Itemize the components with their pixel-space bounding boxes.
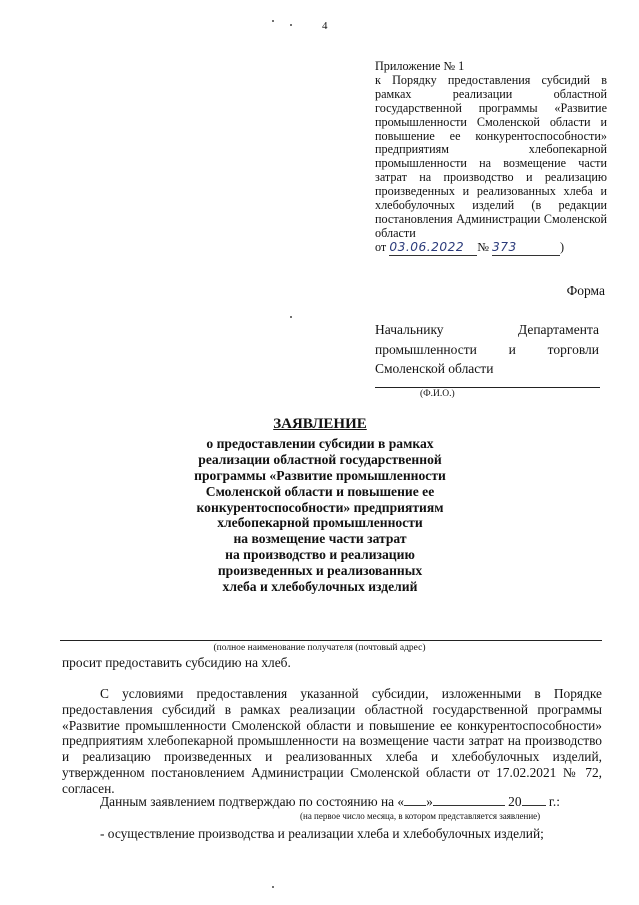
year-prefix: 20: [508, 794, 522, 809]
document-title: [160, 417, 480, 595]
title-line: на возмещение части затрат: [233, 531, 407, 547]
year-blank: [522, 805, 546, 806]
month-blank: [433, 805, 505, 806]
title-line-part: конкурентоспособности»: [196, 499, 351, 515]
appendix-date-line: [375, 241, 607, 256]
addressee-block: [375, 320, 599, 379]
paragraph-confirmation: [100, 794, 605, 810]
paragraph-item: - осуществление производства и реализации хлеба и хлебобулочных изделий;: [100, 826, 544, 841]
date-caption: (на первое число месяца, в котором представляется заявление): [300, 811, 541, 821]
appendix-header: [375, 60, 607, 256]
title-line-part: предприятиям: [353, 499, 444, 515]
page-number: 4: [322, 20, 328, 32]
form-label: Форма: [566, 283, 605, 298]
fio-blank-line: [375, 387, 600, 388]
title-line: хлебопекарной промышленности: [217, 515, 423, 531]
date-suffix: ): [560, 239, 565, 254]
handwritten-number: 373: [492, 241, 560, 256]
recipient-blank-line: [60, 640, 602, 641]
title-line: о предоставлении субсидии в рамках: [206, 435, 434, 451]
fio-caption: (Ф.И.О.): [420, 389, 455, 399]
title-line: на производство и реализацию: [225, 547, 415, 563]
scan-speck: [272, 20, 274, 22]
year-suffix: г.:: [548, 794, 560, 809]
title-line: произведенных и реализованных: [217, 563, 423, 579]
title-line: [160, 500, 480, 516]
confirmation-quote: »: [426, 794, 433, 809]
appendix-body: к Порядку предоставления субсидий в рамках реализации областной государственной программы «Развитие промышленности Смоленской области и повышение ее конкурентоспособности» предприятиям хлебопекарной промышленности на возмещение части затрат на производство и реализацию произведенных и реализованных хлеба и хлебобулочных изделий (в редакции постановления Администрации Смоленской области: [375, 72, 607, 240]
addressee-line: Начальнику Департамента: [375, 322, 599, 337]
date-prefix: от: [375, 239, 387, 254]
paragraph-request: просит предоставить субсидию на хлеб.: [62, 655, 291, 670]
title-line: хлеба и хлебобулочных изделий: [222, 579, 418, 595]
scan-speck: [272, 886, 274, 888]
title-line: программы «Развитие промышленности: [194, 467, 446, 483]
paragraph-conditions: С условиями предоставления указанной субсидии, изложенными в Порядке предоставления субсидий в рамках реализации областной государственной программы «Развитие промышленности Смоленской области и повышение ее конкурентоспособности» предприятиям хлебопекарной промышленности на возмещение части затрат на производство и реализацию произведенных и реализованных хлеба и хлебобулочных изделий, утвержденном постановлением Администрации Смоленской области от 17.02.2021 № 72, согласен.: [62, 686, 602, 796]
title-line: Смоленской области и повышение ее: [205, 483, 435, 499]
scan-speck: [290, 24, 292, 26]
scan-speck: [290, 316, 292, 318]
recipient-caption: (полное наименование получателя (почтовый адрес): [213, 643, 426, 653]
confirmation-text: Данным заявлением подтверждаю по состоянию на «: [100, 794, 405, 809]
title-line: реализации областной государственной: [198, 451, 442, 467]
addressee-line: промышленности и торговли: [375, 341, 599, 357]
handwritten-date: 03.06.2022: [389, 241, 477, 256]
number-prefix: №: [477, 239, 489, 254]
day-blank: [404, 805, 426, 806]
appendix-title: Приложение № 1: [375, 59, 465, 73]
title-main: ЗАЯВЛЕНИЕ: [273, 416, 367, 432]
addressee-line: Смоленской области: [375, 361, 494, 376]
